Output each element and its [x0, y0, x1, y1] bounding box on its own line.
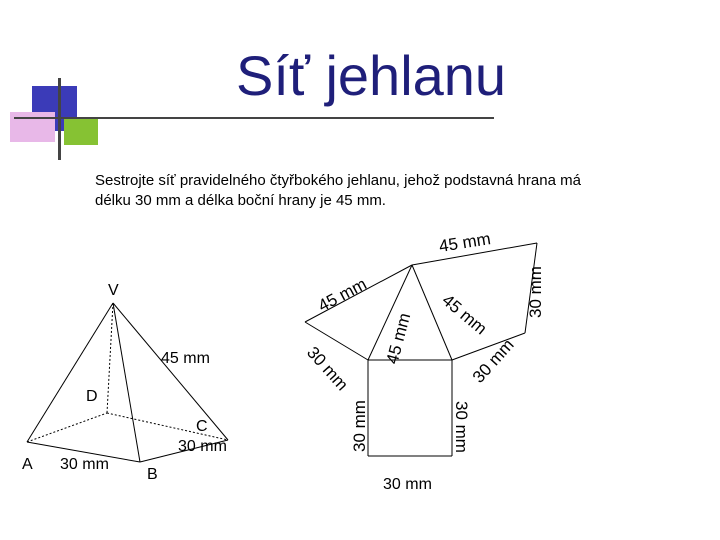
- label-net-left-lower-30: 30 mm: [303, 342, 352, 395]
- label-net-right-lower-30: 30 mm: [468, 335, 518, 387]
- pyramid-edge-ad-hidden: [27, 413, 107, 442]
- pyramid-edge-va: [27, 303, 113, 442]
- label-base-edge: 30 mm: [60, 456, 109, 473]
- label-net-center-vertical-45: 45 mm: [382, 310, 415, 367]
- net-center-diagonal: [412, 265, 452, 360]
- pyramid-edge-vb: [113, 303, 140, 462]
- label-net-center-diagonal-45: 45 mm: [438, 290, 491, 339]
- label-net-right-slant-30: 30 mm: [526, 266, 545, 318]
- pyramid-edge-vd-hidden: [107, 303, 113, 413]
- label-vertex-b: B: [147, 466, 158, 483]
- label-vertex-c: C: [196, 418, 208, 435]
- label-net-square-bottom-30: 30 mm: [383, 476, 432, 493]
- task-text: Sestrojte síť pravidelného čtyřbokého jehlanu, jehož podstavná hrana má délku 30 mm a délka boční hrany je 45 mm.: [95, 172, 581, 209]
- slide-title: Síť jehlanu: [236, 44, 507, 107]
- label-net-left-slant-45: 45 mm: [314, 274, 370, 316]
- label-net-top-right-45: 45 mm: [437, 229, 492, 256]
- label-lateral-edge: 45 mm: [161, 350, 210, 367]
- label-net-square-left-30: 30 mm: [350, 400, 369, 452]
- label-apex-v: V: [108, 282, 119, 299]
- label-vertex-a: A: [22, 456, 33, 473]
- label-vertex-d: D: [86, 388, 98, 405]
- pyramid-edge-vc: [113, 303, 228, 440]
- pyramid-edge-dc-hidden: [107, 413, 228, 440]
- label-edge-c: 30 mm: [178, 438, 227, 455]
- label-net-square-right-30: 30 mm: [452, 401, 471, 453]
